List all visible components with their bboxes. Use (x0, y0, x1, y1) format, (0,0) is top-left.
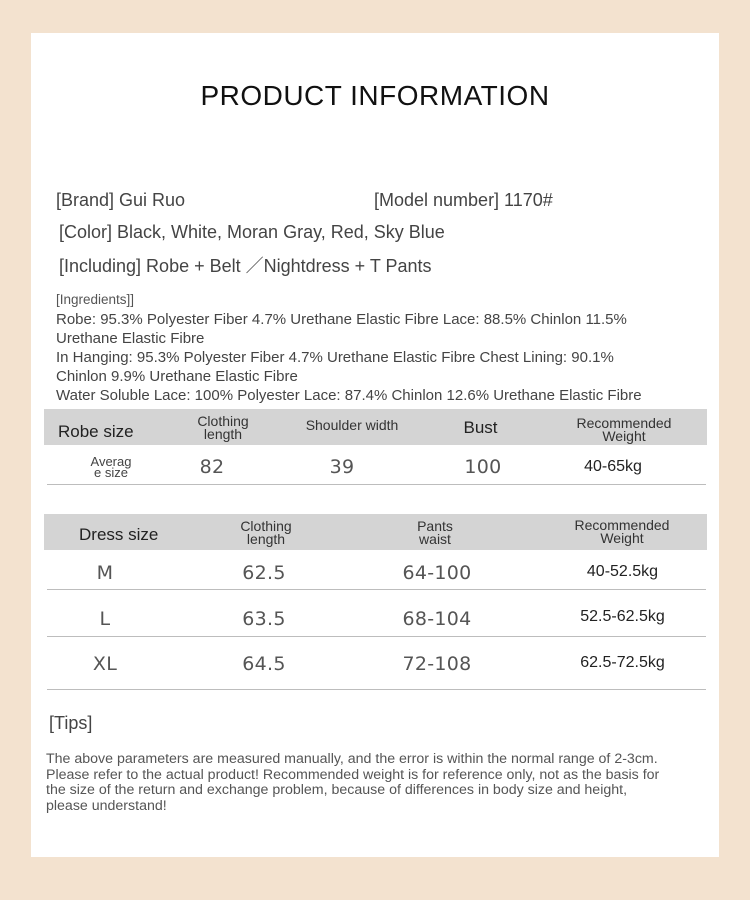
dress-waist-cell: 68-104 (402, 608, 472, 630)
recommended-weight-header: Recommended Weight (576, 415, 672, 444)
robe-shoulder-cell: 39 (329, 456, 355, 478)
clothing-length-header: Clothing length (197, 413, 249, 442)
robe-table-header (44, 409, 707, 445)
tips-line: please understand! (46, 797, 167, 814)
product-info-card (31, 33, 719, 857)
page-title: PRODUCT INFORMATION (200, 80, 550, 111)
dress-length-cell: 62.5 (242, 562, 286, 584)
dress-table-header (44, 514, 707, 550)
dress-length-cell: 64.5 (242, 653, 286, 675)
robe-size-header: Robe size (58, 422, 134, 441)
row-divider (47, 636, 706, 637)
recommended-weight-header: Recommended Weight (574, 517, 670, 546)
dress-weight-cell: 62.5-72.5kg (580, 654, 665, 671)
tips-line: The above parameters are measured manually, and the error is within the normal range of 2-3cm. (46, 751, 658, 767)
ingredients-line: Water Soluble Lace: 100% Polyester Lace: 87.4% Chinlon 12.6% Urethane Elastic Fibre (56, 387, 642, 404)
dress-size-cell: L (99, 608, 111, 630)
including-text: [Including] Robe + Belt ／Nightdress + T Pants (59, 256, 432, 276)
row-divider (47, 484, 706, 485)
tips-line: Please refer to the actual product! Recommended weight is for reference only, not as the basis for (46, 766, 660, 783)
robe-bust-cell: 100 (464, 456, 502, 478)
ingredients-heading: [Ingredients]] (56, 292, 135, 307)
shoulder-width-header: Shoulder width (305, 417, 399, 433)
row-divider (47, 689, 706, 690)
robe-length-cell: 82 (199, 456, 225, 478)
brand-text: [Brand] Gui Ruo (56, 190, 186, 210)
robe-weight-cell: 40-65kg (584, 458, 642, 475)
dress-size-header: Dress size (79, 525, 159, 544)
ingredients-line: Chinlon 9.9% Urethane Elastic Fibre (56, 368, 298, 385)
model-number-text: [Model number] 1170# (374, 190, 553, 210)
row-divider (47, 589, 706, 590)
dress-weight-cell: 52.5-62.5kg (580, 608, 665, 625)
ingredients-line: Urethane Elastic Fibre (56, 330, 205, 347)
bust-header: Bust (463, 418, 498, 437)
dress-waist-cell: 64-100 (402, 562, 472, 584)
ingredients-block (56, 290, 706, 405)
tips-line: the size of the return and exchange problem, because of differences in body size and height, (46, 782, 628, 798)
pants-waist-header: Pants waist (417, 518, 453, 547)
robe-size-cell: Averag e size (90, 454, 132, 480)
tips-text (46, 752, 711, 814)
dress-waist-cell: 72-108 (402, 653, 472, 675)
dress-length-cell: 63.5 (242, 608, 286, 630)
tips-label: [Tips] (49, 713, 93, 733)
dress-weight-cell: 40-52.5kg (586, 563, 659, 580)
dress-size-cell: XL (92, 653, 118, 675)
ingredients-line: Robe: 95.3% Polyester Fiber 4.7% Urethane Elastic Fibre Lace: 88.5% Chinlon 11.5% (56, 311, 627, 328)
color-text: [Color] Black, White, Moran Gray, Red, Sky Blue (59, 222, 445, 242)
ingredients-line: In Hanging: 95.3% Polyester Fiber 4.7% Urethane Elastic Fibre Chest Lining: 90.1% (56, 349, 614, 366)
clothing-length-header: Clothing length (240, 518, 292, 547)
dress-size-cell: M (96, 562, 114, 584)
